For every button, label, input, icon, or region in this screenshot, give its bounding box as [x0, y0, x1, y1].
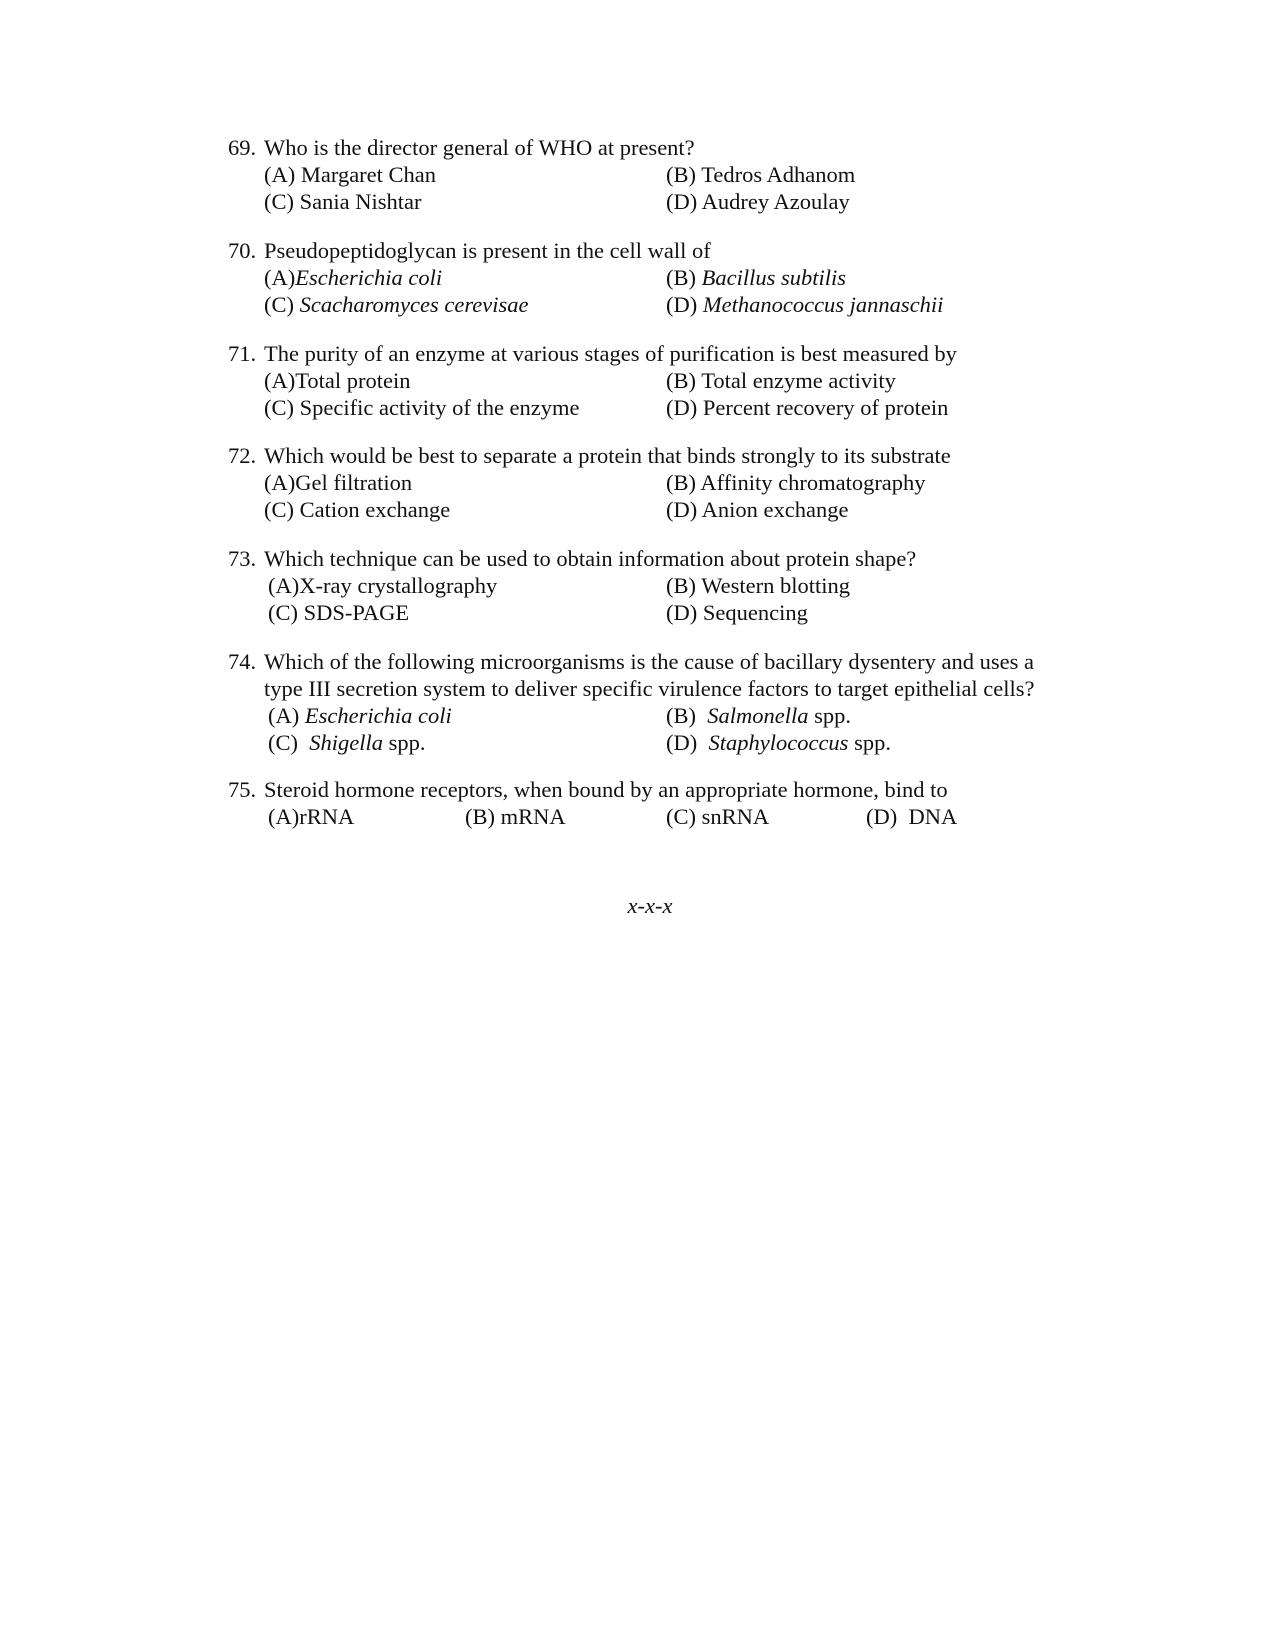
option-row	[228, 729, 1108, 756]
option-row	[228, 572, 1108, 599]
question-69	[228, 134, 1108, 215]
option-d: (D) Staphylococcus spp.	[666, 730, 891, 755]
end-of-paper-mark: x-x-x	[627, 893, 673, 918]
question-text: Steroid hormone receptors, when bound by an appropriate hormone, bind to	[264, 777, 948, 802]
option-c: (C) Sania Nishtar	[264, 189, 422, 214]
option-row	[228, 599, 1108, 626]
question-number: 72.	[228, 443, 257, 468]
option-a: (A)X-ray crystallography	[268, 573, 498, 598]
question-text: The purity of an enzyme at various stages of purification is best measured by	[264, 341, 957, 366]
question-stem	[228, 442, 1108, 469]
option-a: (A)Total protein	[264, 368, 411, 393]
option-d: (D) DNA	[866, 804, 958, 829]
question-number: 74.	[228, 649, 257, 674]
option-d: (D) Sequencing	[666, 600, 808, 625]
question-text-continued: type III secretion system to deliver specific virulence factors to target epithelial cells?	[264, 676, 1035, 701]
question-70	[228, 237, 1108, 318]
option-a: (A) Margaret Chan	[264, 162, 437, 187]
question-text: Pseudopeptidoglycan is present in the cell wall of	[264, 238, 711, 263]
question-number: 71.	[228, 341, 257, 366]
option-c: (C) snRNA	[666, 804, 770, 829]
option-c: (C) Scacharomyces cerevisae	[264, 292, 529, 317]
question-73	[228, 545, 1108, 626]
option-b: (B) Affinity chromatography	[666, 470, 926, 495]
question-text: Which technique can be used to obtain information about protein shape?	[264, 546, 917, 571]
question-72	[228, 442, 1108, 523]
question-number: 73.	[228, 546, 257, 571]
option-a: (A)Escherichia coli	[264, 265, 443, 290]
option-b: (B) Bacillus subtilis	[666, 265, 847, 290]
question-stem	[228, 340, 1108, 367]
option-row	[228, 702, 1108, 729]
question-stem	[228, 237, 1108, 264]
option-d: (D) Audrey Azoulay	[666, 189, 850, 214]
question-text: Who is the director general of WHO at present?	[264, 135, 695, 160]
option-row	[228, 161, 1108, 188]
option-d: (D) Methanococcus jannaschii	[666, 292, 944, 317]
option-row	[228, 188, 1108, 215]
question-stem	[228, 776, 1108, 803]
option-row	[228, 367, 1108, 394]
question-74	[228, 648, 1108, 756]
option-b: (B) mRNA	[465, 804, 566, 829]
option-row	[228, 394, 1108, 421]
question-stem	[228, 134, 1108, 161]
option-b: (B) Total enzyme activity	[666, 368, 896, 393]
question-number: 70.	[228, 238, 257, 263]
question-stem	[228, 648, 1108, 675]
option-c: (C) Cation exchange	[264, 497, 451, 522]
question-71	[228, 340, 1108, 421]
option-row	[228, 264, 1108, 291]
option-a: (A) Escherichia coli	[268, 703, 452, 728]
option-c: (C) Shigella spp.	[268, 730, 426, 755]
option-b: (B) Tedros Adhanom	[666, 162, 856, 187]
question-text: Which would be best to separate a protein that binds strongly to its substrate	[264, 443, 951, 468]
option-c: (C) Specific activity of the enzyme	[264, 395, 580, 420]
option-c: (C) SDS-PAGE	[268, 600, 410, 625]
option-row	[228, 469, 1108, 496]
question-text: Which of the following microorganisms is the cause of bacillary dysentery and uses a	[264, 649, 1034, 674]
option-row	[228, 291, 1108, 318]
question-number: 75.	[228, 777, 257, 802]
question-stem	[228, 545, 1108, 572]
option-b: (B) Western blotting	[666, 573, 851, 598]
option-row	[228, 803, 1108, 830]
option-d: (D) Percent recovery of protein	[666, 395, 949, 420]
option-b: (B) Salmonella spp.	[666, 703, 852, 728]
question-75	[228, 776, 1108, 830]
option-a: (A)rRNA	[268, 804, 355, 829]
option-row	[228, 496, 1108, 523]
question-number: 69.	[228, 135, 257, 160]
option-a: (A)Gel filtration	[264, 470, 413, 495]
option-d: (D) Anion exchange	[666, 497, 849, 522]
